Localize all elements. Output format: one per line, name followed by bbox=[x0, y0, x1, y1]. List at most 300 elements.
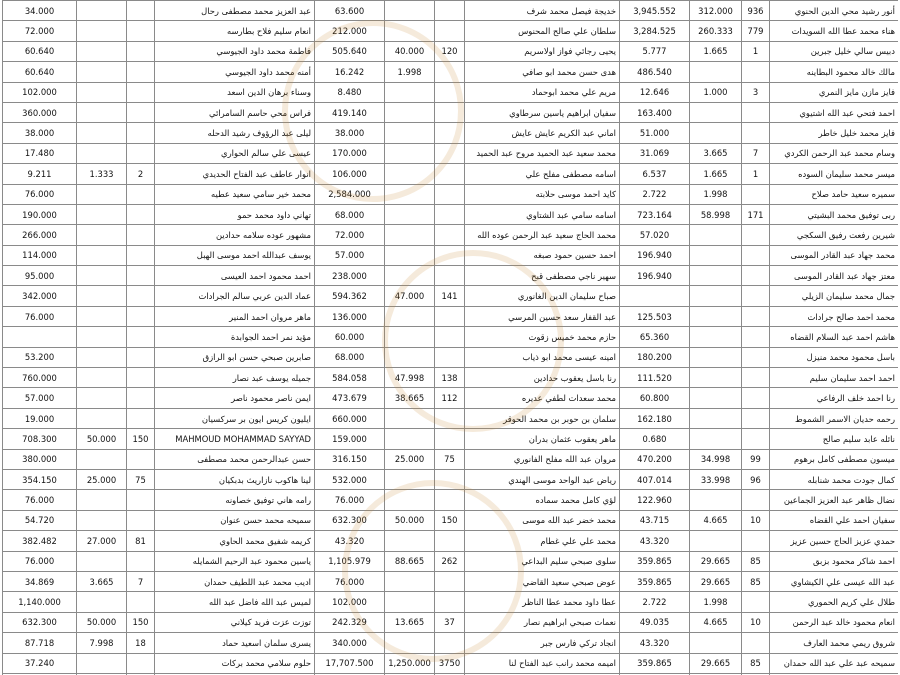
total-value-cell bbox=[620, 286, 690, 306]
fraction-value-cell bbox=[77, 306, 127, 326]
holder-name-cell: سميره سعيد حامد صلاح bbox=[770, 184, 899, 204]
holder-name-cell: فايز مازن مايز النمري bbox=[770, 82, 899, 102]
fraction-value-cell bbox=[385, 245, 435, 265]
holder-name-cell: نضال ظاهر عبد العزيز الجماعين bbox=[770, 490, 899, 510]
fraction-value-cell bbox=[77, 245, 127, 265]
shares-count-cell: 3750 bbox=[435, 653, 465, 673]
fraction-value-cell bbox=[385, 225, 435, 245]
holder-name-cell: احمد فتحي عبد الله اشتيوي bbox=[770, 102, 899, 122]
table-row bbox=[3, 347, 899, 367]
total-value-cell: 57.020 bbox=[620, 225, 690, 245]
table-row bbox=[3, 551, 899, 571]
shares-count-cell bbox=[435, 102, 465, 122]
fraction-value-cell bbox=[77, 653, 127, 673]
holder-name-cell: عبد القفار سعد حسين المرسي bbox=[465, 306, 620, 326]
shares-count-cell bbox=[127, 408, 155, 428]
fraction-value-cell: 312.000 bbox=[690, 1, 742, 21]
fraction-value-cell bbox=[690, 225, 742, 245]
total-value-cell: 60.800 bbox=[620, 388, 690, 408]
table-row bbox=[3, 490, 899, 510]
total-value-cell: 76.000 bbox=[315, 490, 385, 510]
holder-name-cell: يوسف عبدالله احمد موسى الهبل bbox=[155, 245, 315, 265]
shares-count-cell bbox=[127, 204, 155, 224]
total-value-cell: 354.150 bbox=[3, 469, 77, 489]
holder-name-cell: اماني عبد الكريم عايش عايش bbox=[465, 123, 620, 143]
fraction-value-cell: 27.000 bbox=[77, 531, 127, 551]
total-value-cell: 17.480 bbox=[3, 143, 77, 163]
total-value-cell: 470.200 bbox=[620, 449, 690, 469]
total-value-cell: 760.000 bbox=[3, 368, 77, 388]
shares-count-cell: 120 bbox=[435, 41, 465, 61]
fraction-value-cell: 50.000 bbox=[77, 429, 127, 449]
spreadsheet-page bbox=[2, 0, 898, 675]
shares-count-cell bbox=[127, 286, 155, 306]
total-value-cell: 2,584.000 bbox=[315, 184, 385, 204]
fraction-value-cell: 50.000 bbox=[385, 510, 435, 530]
holder-name-cell: أمنه محمد داود الجيوسي bbox=[155, 62, 315, 82]
shares-count-cell bbox=[127, 592, 155, 612]
total-value-cell: 316.150 bbox=[315, 449, 385, 469]
table-row bbox=[3, 225, 899, 245]
shares-count-cell: 171 bbox=[742, 204, 770, 224]
fraction-value-cell bbox=[77, 551, 127, 571]
shares-count-cell bbox=[435, 225, 465, 245]
total-value-cell bbox=[3, 327, 77, 347]
holder-name-cell: محمد جهاد عبد القادر الموسى bbox=[770, 245, 899, 265]
fraction-value-cell bbox=[77, 266, 127, 286]
total-value-cell: 8.480 bbox=[315, 82, 385, 102]
fraction-value-cell: 1.665 bbox=[690, 41, 742, 61]
holder-name-cell: رنا احمد خلف الرفاعي bbox=[770, 388, 899, 408]
total-value-cell: 106.000 bbox=[315, 164, 385, 184]
holder-name-cell: مشهور عوده سلامه حدادين bbox=[155, 225, 315, 245]
total-value-cell: 51.000 bbox=[620, 123, 690, 143]
total-value-cell: 12.646 bbox=[620, 82, 690, 102]
fraction-value-cell bbox=[385, 266, 435, 286]
fraction-value-cell: 25.000 bbox=[77, 469, 127, 489]
shares-count-cell: 75 bbox=[435, 449, 465, 469]
fraction-value-cell bbox=[385, 327, 435, 347]
holder-name-cell: محمد احمد صالح جرادات bbox=[770, 306, 899, 326]
fraction-value-cell bbox=[77, 184, 127, 204]
table-row bbox=[3, 633, 899, 653]
shares-count-cell: 10 bbox=[742, 510, 770, 530]
shares-count-cell bbox=[127, 62, 155, 82]
fraction-value-cell bbox=[385, 592, 435, 612]
holder-name-cell: دبيس سالي خليل جبرين bbox=[770, 41, 899, 61]
fraction-value-cell bbox=[690, 306, 742, 326]
shares-count-cell bbox=[742, 327, 770, 347]
holder-name-cell: انعام محمود خالد عبد الرحمن bbox=[770, 612, 899, 632]
holder-name-cell: رامه هاني توفيق خصاونه bbox=[155, 490, 315, 510]
table-row bbox=[3, 429, 899, 449]
table-row bbox=[3, 184, 899, 204]
table-row bbox=[3, 449, 899, 469]
total-value-cell: 60.640 bbox=[3, 41, 77, 61]
holder-name-cell: نائله عابد سليم صالح bbox=[770, 429, 899, 449]
total-value-cell: 162.180 bbox=[620, 408, 690, 428]
shares-count-cell: 85 bbox=[742, 653, 770, 673]
holder-name-cell: محمد علي علي غطام bbox=[465, 531, 620, 551]
total-value-cell: 359.865 bbox=[620, 571, 690, 591]
fraction-value-cell bbox=[690, 408, 742, 428]
fraction-value-cell bbox=[690, 368, 742, 388]
shares-count-cell bbox=[435, 347, 465, 367]
fraction-value-cell bbox=[690, 102, 742, 122]
holder-name-cell: ميسر محمد سليمان السوده bbox=[770, 164, 899, 184]
total-value-cell: 1,105.979 bbox=[315, 551, 385, 571]
shares-count-cell bbox=[435, 143, 465, 163]
shares-count-cell bbox=[742, 490, 770, 510]
holder-name-cell: رنا باسل يعقوب حدادين bbox=[465, 368, 620, 388]
fraction-value-cell bbox=[77, 225, 127, 245]
total-value-cell: 380.000 bbox=[3, 449, 77, 469]
shares-count-cell bbox=[435, 123, 465, 143]
fraction-value-cell: 1.333 bbox=[77, 164, 127, 184]
total-value-cell: 212.000 bbox=[315, 21, 385, 41]
total-value-cell: 43.715 bbox=[620, 510, 690, 530]
shares-count-cell bbox=[127, 368, 155, 388]
holder-name-cell: رياض عبد الواحد موسى الهندي bbox=[465, 469, 620, 489]
holder-name-cell: محمد سعدات لطفي عديره bbox=[465, 388, 620, 408]
fraction-value-cell bbox=[690, 347, 742, 367]
shares-count-cell bbox=[435, 469, 465, 489]
holder-name-cell: محمد الحاج سعيد عبد الرحمن عوده الله bbox=[465, 225, 620, 245]
shares-count-cell: 138 bbox=[435, 368, 465, 388]
total-value-cell: 723.164 bbox=[620, 204, 690, 224]
shares-count-cell bbox=[435, 592, 465, 612]
shares-count-cell bbox=[742, 306, 770, 326]
shares-count-cell: 150 bbox=[435, 510, 465, 530]
shares-count-cell: 75 bbox=[127, 469, 155, 489]
holder-name-cell: سلطان علي صالح المحنوس bbox=[465, 21, 620, 41]
fraction-value-cell: 7.998 bbox=[77, 633, 127, 653]
table-row bbox=[3, 266, 899, 286]
holder-name-cell: فاطمة محمد داود الجيوسي bbox=[155, 41, 315, 61]
fraction-value-cell: 3.665 bbox=[77, 571, 127, 591]
total-value-cell: 57.000 bbox=[315, 245, 385, 265]
shares-count-cell bbox=[742, 184, 770, 204]
shares-count-cell bbox=[435, 633, 465, 653]
shares-count-cell bbox=[127, 41, 155, 61]
total-value-cell: 6.537 bbox=[620, 164, 690, 184]
table-row bbox=[3, 62, 899, 82]
holder-name-cell: سفيان ابراهيم ياسين سرطاوي bbox=[465, 102, 620, 122]
shares-count-cell: 112 bbox=[435, 388, 465, 408]
fraction-value-cell bbox=[77, 204, 127, 224]
total-value-cell: 359.865 bbox=[620, 551, 690, 571]
shares-count-cell: 37 bbox=[435, 612, 465, 632]
holder-name-cell: سلوى صبحي سليم البداعي bbox=[465, 551, 620, 571]
shares-count-cell: 3 bbox=[742, 82, 770, 102]
holder-name-cell: يحيى رجائي فواز اولاسريم bbox=[465, 41, 620, 61]
table-row bbox=[3, 1, 899, 21]
shares-count-cell bbox=[742, 633, 770, 653]
fraction-value-cell: 50.000 bbox=[77, 612, 127, 632]
fraction-value-cell: 34.998 bbox=[690, 449, 742, 469]
total-value-cell: 49.035 bbox=[620, 612, 690, 632]
holder-name-cell: توزت عزت فريد كيلاني bbox=[155, 612, 315, 632]
shares-count-cell bbox=[127, 306, 155, 326]
holder-name-cell: انجاد تركي فارس جبر bbox=[465, 633, 620, 653]
shares-count-cell bbox=[127, 184, 155, 204]
total-value-cell: 114.000 bbox=[3, 245, 77, 265]
holder-name-cell: نعمات صبحي ابراهيم نصار bbox=[465, 612, 620, 632]
fraction-value-cell bbox=[77, 62, 127, 82]
shares-count-cell bbox=[127, 510, 155, 530]
holder-name-cell: احمد محمود احمد العيسى bbox=[155, 266, 315, 286]
total-value-cell: 632.300 bbox=[3, 612, 77, 632]
fraction-value-cell: 13.665 bbox=[385, 612, 435, 632]
shares-count-cell bbox=[742, 123, 770, 143]
total-value-cell: 65.360 bbox=[620, 327, 690, 347]
shares-count-cell bbox=[127, 21, 155, 41]
holder-name-cell: مروان عبد الله مفلح الفانوري bbox=[465, 449, 620, 469]
total-value-cell: 266.000 bbox=[3, 225, 77, 245]
holder-name-cell: لينا هاكوب نازاريث بدبكيان bbox=[155, 469, 315, 489]
total-value-cell: 76.000 bbox=[3, 551, 77, 571]
fraction-value-cell: 47.998 bbox=[385, 368, 435, 388]
shares-count-cell bbox=[435, 21, 465, 41]
shares-count-cell bbox=[435, 245, 465, 265]
table-row bbox=[3, 531, 899, 551]
shares-count-cell bbox=[742, 286, 770, 306]
shares-count-cell bbox=[435, 429, 465, 449]
holder-name-cell: كمال جودت محمد شنابله bbox=[770, 469, 899, 489]
holder-name-cell: مريم علي محمد ابوحماد bbox=[465, 82, 620, 102]
holder-name-cell: ماهر يعقوب عثمان بدران bbox=[465, 429, 620, 449]
table-row bbox=[3, 286, 899, 306]
fraction-value-cell bbox=[385, 408, 435, 428]
holder-name-cell: اسامه مصطفى مفلح علي bbox=[465, 164, 620, 184]
total-value-cell: 68.000 bbox=[315, 204, 385, 224]
holder-name-cell: حسن عبدالرحمن محمد مصطفى bbox=[155, 449, 315, 469]
holder-name-cell: عوض صبحي سعيد القاضي bbox=[465, 571, 620, 591]
holder-name-cell: MAHMOUD MOHAMMAD SAYYAD bbox=[155, 429, 315, 449]
shares-count-cell bbox=[127, 245, 155, 265]
fraction-value-cell: 1.998 bbox=[690, 184, 742, 204]
holder-name-cell: عبد العزيز محمد مصطفى رحال bbox=[155, 1, 315, 21]
fraction-value-cell: 88.665 bbox=[385, 551, 435, 571]
total-value-cell: 102.000 bbox=[3, 82, 77, 102]
holder-name-cell: احمد حسين حمود صبغه bbox=[465, 245, 620, 265]
fraction-value-cell bbox=[690, 531, 742, 551]
total-value-cell: 125.503 bbox=[620, 306, 690, 326]
fraction-value-cell bbox=[690, 123, 742, 143]
total-value-cell: 9.211 bbox=[3, 164, 77, 184]
total-value-cell: 53.200 bbox=[3, 347, 77, 367]
total-value-cell: 473.679 bbox=[315, 388, 385, 408]
shares-count-cell bbox=[435, 82, 465, 102]
total-value-cell: 16.242 bbox=[315, 62, 385, 82]
fraction-value-cell bbox=[690, 490, 742, 510]
shares-count-cell: 2 bbox=[127, 164, 155, 184]
shares-count-cell bbox=[127, 551, 155, 571]
total-value-cell: 34.869 bbox=[3, 571, 77, 591]
holder-name-cell: فراس محي حاسم السامرائي bbox=[155, 102, 315, 122]
shares-count-cell: 7 bbox=[127, 571, 155, 591]
holder-name-cell: كريمه شفيق محمد الحاوي bbox=[155, 531, 315, 551]
total-value-cell: 122.960 bbox=[620, 490, 690, 510]
table-row bbox=[3, 41, 899, 61]
fraction-value-cell: 29.665 bbox=[690, 551, 742, 571]
holder-name-cell: جمال محمد سليمان الزيلي bbox=[770, 286, 899, 306]
holder-name-cell: عيسى علي سالم الحواري bbox=[155, 143, 315, 163]
fraction-value-cell bbox=[385, 633, 435, 653]
total-value-cell: 632.300 bbox=[315, 510, 385, 530]
fraction-value-cell bbox=[385, 143, 435, 163]
total-value-cell: 60.640 bbox=[3, 62, 77, 82]
holder-name-cell: ياسين محمود عبد الرحيم الشمايله bbox=[155, 551, 315, 571]
fraction-value-cell: 1,250.000 bbox=[385, 653, 435, 673]
table-row bbox=[3, 510, 899, 530]
shares-count-cell bbox=[127, 225, 155, 245]
total-value-cell: 660.000 bbox=[315, 408, 385, 428]
fraction-value-cell bbox=[690, 429, 742, 449]
holder-name-cell: انوار عاطف عبد الفتاح الحديدي bbox=[155, 164, 315, 184]
total-value-cell: 19.000 bbox=[3, 408, 77, 428]
shares-count-cell bbox=[127, 327, 155, 347]
fraction-value-cell bbox=[77, 1, 127, 21]
shares-count-cell bbox=[742, 592, 770, 612]
total-value-cell: 34.000 bbox=[3, 1, 77, 21]
fraction-value-cell: 4.665 bbox=[690, 510, 742, 530]
total-value-cell: 76.000 bbox=[3, 184, 77, 204]
fraction-value-cell: 58.998 bbox=[690, 204, 742, 224]
fraction-value-cell bbox=[77, 327, 127, 347]
table-row bbox=[3, 469, 899, 489]
table-row bbox=[3, 612, 899, 632]
shares-count-cell: 1 bbox=[742, 164, 770, 184]
total-value-cell: 532.000 bbox=[315, 469, 385, 489]
total-value-cell: 170.000 bbox=[315, 143, 385, 163]
holder-name-cell: عماد الدين عربي سالم الجرادات bbox=[155, 286, 315, 306]
holder-name-cell: حلوم سلامي محمد بركات bbox=[155, 653, 315, 673]
shares-count-cell: 99 bbox=[742, 449, 770, 469]
fraction-value-cell bbox=[385, 306, 435, 326]
fraction-value-cell: 4.665 bbox=[690, 612, 742, 632]
total-value-cell: 584.058 bbox=[315, 368, 385, 388]
fraction-value-cell bbox=[385, 123, 435, 143]
fraction-value-cell bbox=[690, 327, 742, 347]
total-value-cell: 407.014 bbox=[620, 469, 690, 489]
shares-count-cell bbox=[127, 347, 155, 367]
fraction-value-cell bbox=[690, 245, 742, 265]
holder-name-cell: احمد شاكر محمود بزبق bbox=[770, 551, 899, 571]
holder-name-cell: اميمه محمد رانب عبد الفتاح لنا bbox=[465, 653, 620, 673]
shares-count-cell: 7 bbox=[742, 143, 770, 163]
shares-count-cell bbox=[435, 204, 465, 224]
shares-count-cell bbox=[742, 245, 770, 265]
shares-count-cell bbox=[127, 266, 155, 286]
table-row bbox=[3, 82, 899, 102]
total-value-cell: 136.000 bbox=[315, 306, 385, 326]
shares-count-cell: 262 bbox=[435, 551, 465, 571]
holder-name-cell: هدى حسن محمد ابو صافي bbox=[465, 62, 620, 82]
shares-count-cell: 10 bbox=[742, 612, 770, 632]
shares-count-cell bbox=[435, 266, 465, 286]
total-value-cell: 43.320 bbox=[620, 633, 690, 653]
fraction-value-cell: 29.665 bbox=[690, 653, 742, 673]
fraction-value-cell: 47.000 bbox=[385, 286, 435, 306]
holder-name-cell: ماهر مروان احمد المنير bbox=[155, 306, 315, 326]
shares-count-cell: 1 bbox=[742, 41, 770, 61]
holder-name-cell: مؤيد نمر احمد الجوابدة bbox=[155, 327, 315, 347]
holder-name-cell: صباح سليمان الدين الغانوري bbox=[465, 286, 620, 306]
fraction-value-cell bbox=[77, 388, 127, 408]
shares-count-cell bbox=[435, 1, 465, 21]
shares-count-cell bbox=[435, 408, 465, 428]
holder-name-cell: لميس عبد الله فاضل عبد الله bbox=[155, 592, 315, 612]
total-value-cell: 238.000 bbox=[315, 266, 385, 286]
holder-name-cell: احمد احمد سليمان سليم bbox=[770, 368, 899, 388]
shares-count-cell bbox=[435, 531, 465, 551]
holder-name-cell: جميله يوسف عبد نصار bbox=[155, 368, 315, 388]
holder-name-cell: باسل محمود محمد منيزل bbox=[770, 347, 899, 367]
fraction-value-cell: 40.000 bbox=[385, 41, 435, 61]
fraction-value-cell: 260.333 bbox=[690, 21, 742, 41]
total-value-cell: 196.940 bbox=[620, 245, 690, 265]
fraction-value-cell bbox=[77, 408, 127, 428]
fraction-value-cell bbox=[77, 82, 127, 102]
fraction-value-cell bbox=[385, 21, 435, 41]
fraction-value-cell: 1.000 bbox=[690, 82, 742, 102]
holder-name-cell: عبد الله عيسى علي الكيشاوي bbox=[770, 571, 899, 591]
shares-count-cell: 85 bbox=[742, 551, 770, 571]
fraction-value-cell bbox=[77, 123, 127, 143]
total-value-cell: 95.000 bbox=[3, 266, 77, 286]
shares-count-cell bbox=[127, 449, 155, 469]
fraction-value-cell bbox=[77, 102, 127, 122]
holder-name-cell: حازم محمد خميس زقوت bbox=[465, 327, 620, 347]
shares-count-cell: 96 bbox=[742, 469, 770, 489]
shares-count-cell bbox=[127, 143, 155, 163]
fraction-value-cell bbox=[77, 449, 127, 469]
total-value-cell: 163.400 bbox=[620, 102, 690, 122]
table-row bbox=[3, 102, 899, 122]
holder-name-cell: شيرين رفعت رفيق السكجي bbox=[770, 225, 899, 245]
total-value-cell: 57.000 bbox=[3, 388, 77, 408]
table-row bbox=[3, 408, 899, 428]
holder-name-cell: تهاني داود محمد حمو bbox=[155, 204, 315, 224]
fraction-value-cell bbox=[690, 62, 742, 82]
holder-name-cell: طلال علي كريم الحموري bbox=[770, 592, 899, 612]
shares-count-cell bbox=[435, 62, 465, 82]
fraction-value-cell bbox=[77, 143, 127, 163]
fraction-value-cell bbox=[690, 388, 742, 408]
holder-name-cell: سميحه عبد علي عبد الله حمدان bbox=[770, 653, 899, 673]
fraction-value-cell: 29.665 bbox=[690, 571, 742, 591]
table-row bbox=[3, 571, 899, 591]
fraction-value-cell bbox=[690, 286, 742, 306]
total-value-cell: 111.520 bbox=[620, 368, 690, 388]
fraction-value-cell bbox=[77, 368, 127, 388]
shares-count-cell bbox=[742, 225, 770, 245]
fraction-value-cell bbox=[385, 469, 435, 489]
shares-count-cell bbox=[742, 266, 770, 286]
fraction-value-cell: 33.998 bbox=[690, 469, 742, 489]
total-value-cell: 190.000 bbox=[3, 204, 77, 224]
table-row bbox=[3, 123, 899, 143]
fraction-value-cell bbox=[77, 592, 127, 612]
shares-count-cell bbox=[742, 347, 770, 367]
shares-count-cell: 85 bbox=[742, 571, 770, 591]
shares-count-cell bbox=[127, 82, 155, 102]
total-value-cell: 5.777 bbox=[620, 41, 690, 61]
total-value-cell: 43.320 bbox=[620, 531, 690, 551]
total-value-cell: 2.722 bbox=[620, 184, 690, 204]
shares-count-cell bbox=[742, 531, 770, 551]
